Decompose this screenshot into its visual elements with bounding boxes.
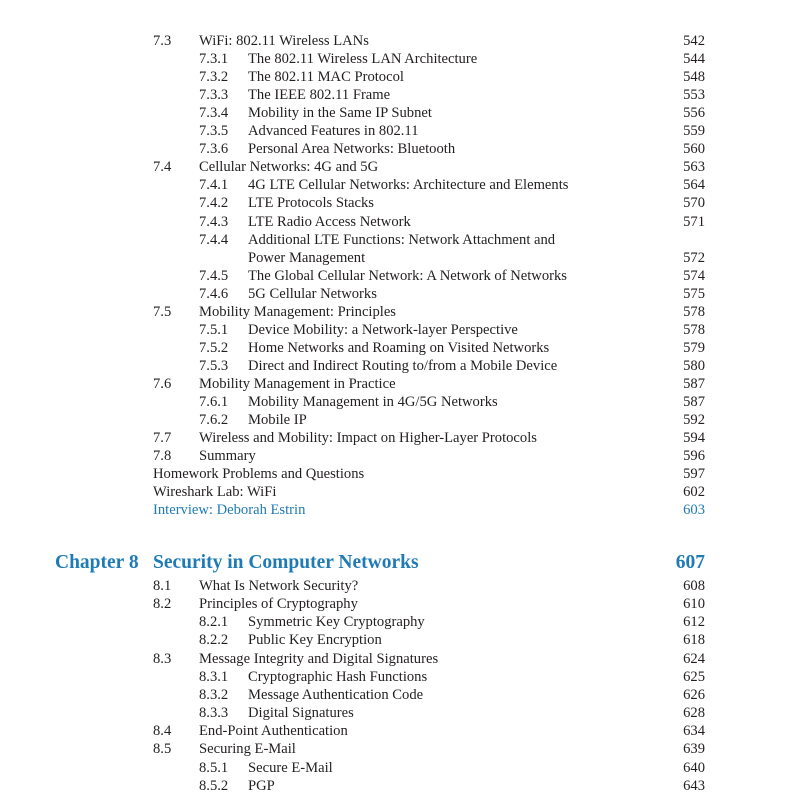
page-number: 564: [683, 177, 705, 194]
page-number: 610: [683, 596, 705, 613]
toc-entry: [0, 249, 800, 267]
toc-entry: [0, 722, 800, 740]
toc-entry: [0, 213, 800, 231]
section-title: Cellular Networks: 4G and 5G: [199, 159, 379, 176]
section-title: Securing E-Mail: [199, 741, 296, 758]
page-number: 643: [683, 777, 705, 794]
toc-entry: [0, 631, 800, 649]
page-number: 640: [683, 759, 705, 776]
section-title: Wireless and Mobility: Impact on Higher-Layer Protocols: [199, 430, 537, 447]
page-number: 575: [683, 285, 705, 302]
section-title: Mobility Management: Principles: [199, 303, 396, 320]
section-number: 8.5.2: [199, 777, 229, 794]
section-title: The IEEE 802.11 Frame: [248, 87, 391, 104]
section-number: 8.5: [153, 741, 172, 758]
toc-entry: [0, 740, 800, 758]
section-number: 8.1: [153, 578, 172, 594]
section-title: Cryptographic Hash Functions: [248, 668, 428, 685]
section-number: 7.4.6: [199, 285, 229, 302]
page-number: 570: [683, 195, 705, 212]
section-title: 5G Cellular Networks: [248, 285, 377, 302]
page-number: 587: [683, 375, 705, 392]
toc-entry: [0, 447, 800, 465]
section-number: 8.2.2: [199, 632, 229, 649]
section-title: Additional LTE Functions: Network Attachment and: [248, 231, 556, 248]
page-number: 592: [683, 412, 705, 429]
section-number: 8.4: [153, 723, 172, 740]
toc-entry: [0, 357, 800, 375]
section-number: 7.4.3: [199, 213, 229, 230]
page-number: 608: [683, 578, 705, 594]
section-number: 7.5.2: [199, 339, 229, 356]
page-number: 544: [683, 51, 705, 68]
page-number: 602: [683, 484, 705, 501]
page-number: 578: [683, 321, 705, 338]
toc-entry: [0, 375, 800, 393]
section-number: 7.5: [153, 303, 172, 320]
toc-entry: [0, 285, 800, 303]
toc-entry: [0, 339, 800, 357]
section-number: 8.2.1: [199, 614, 229, 631]
section-number: 7.3.6: [199, 141, 229, 158]
section-title: Home Networks and Roaming on Visited Networks: [248, 339, 550, 356]
toc-entry: [0, 86, 800, 104]
chapter-heading: [0, 550, 800, 576]
section-number: 8.3.2: [199, 686, 229, 703]
section-title: LTE Protocols Stacks: [248, 195, 374, 212]
toc-entry: [0, 68, 800, 86]
page-number: 597: [683, 466, 705, 483]
section-title: The 802.11 Wireless LAN Architecture: [248, 51, 478, 68]
section-title: End-Point Authentication: [199, 723, 348, 740]
section-title: Message Authentication Code: [248, 686, 424, 703]
toc-entry: [0, 704, 800, 722]
section-title: 4G LTE Cellular Networks: Architecture and Elements: [248, 177, 569, 194]
section-number: 7.4.5: [199, 267, 229, 284]
page-number: 578: [683, 303, 705, 320]
section-title: Digital Signatures: [248, 705, 354, 722]
page-number: 634: [683, 723, 705, 740]
toc-entry: [0, 650, 800, 668]
toc-entry: [0, 267, 800, 285]
section-title: Advanced Features in 802.11: [248, 123, 419, 140]
page-number: 572: [683, 249, 705, 266]
section-number: 7.7: [153, 430, 172, 447]
page-number: 579: [683, 339, 705, 356]
toc-entry: [0, 668, 800, 686]
section-number: 7.3.3: [199, 87, 229, 104]
page-number: 626: [683, 686, 705, 703]
toc-entry: [0, 777, 800, 795]
page-number: 603: [683, 502, 705, 519]
page-number: 559: [683, 123, 705, 140]
section-number: 8.3: [153, 650, 172, 667]
toc-entry: [0, 393, 800, 411]
page-number: 596: [683, 448, 705, 465]
section-number: 7.3.4: [199, 105, 229, 122]
toc-entry: [0, 194, 800, 212]
section-number: 7.4: [153, 159, 172, 176]
section-title: Mobility in the Same IP Subnet: [248, 105, 432, 122]
page-number: 571: [683, 213, 705, 230]
section-number: 8.3.3: [199, 705, 229, 722]
section-number: 8.2: [153, 596, 172, 613]
section-title: Direct and Indirect Routing to/from a Mobile Device: [248, 357, 558, 374]
toc-entry: [0, 501, 800, 519]
section-title: Message Integrity and Digital Signatures: [199, 650, 439, 667]
section-number: 7.6.2: [199, 412, 229, 429]
chapter-page-number: 607: [675, 552, 705, 573]
section-title: Mobility Management in Practice: [199, 375, 396, 392]
section-number: 7.3.2: [199, 69, 229, 86]
section-title: The 802.11 MAC Protocol: [248, 69, 404, 86]
page-number: 548: [683, 69, 705, 86]
toc-entry: [0, 613, 800, 631]
section-number: 7.3.5: [199, 123, 229, 140]
toc-entry: [0, 321, 800, 339]
section-number: 7.6: [153, 375, 172, 392]
toc-entry: [0, 465, 800, 483]
section-title: Summary: [199, 448, 256, 465]
toc-entry: [0, 104, 800, 122]
section-title: Mobility Management in 4G/5G Networks: [248, 394, 498, 410]
page-number: 553: [683, 87, 705, 104]
page-number: 563: [683, 159, 705, 176]
toc-entry: [0, 176, 800, 194]
toc-entry: [0, 686, 800, 704]
section-title: Mobile IP: [248, 412, 307, 429]
chapter-title: Security in Computer Networks: [153, 552, 419, 573]
page-number: 574: [683, 267, 705, 284]
toc-entry: [0, 122, 800, 140]
page-number: 560: [683, 141, 705, 158]
page-number: 624: [683, 650, 705, 667]
section-title: Device Mobility: a Network-layer Perspective: [248, 321, 518, 338]
section-title: Interview: Deborah Estrin: [153, 502, 306, 519]
section-title: What Is Network Security?: [199, 578, 359, 594]
page-number: 618: [683, 632, 705, 649]
page-number: 542: [683, 33, 705, 49]
section-number: 7.3: [153, 33, 172, 49]
section-title: Wireshark Lab: WiFi: [153, 484, 277, 501]
page-number: 594: [683, 430, 705, 447]
toc-entry: [0, 158, 800, 176]
toc-entry: [0, 50, 800, 68]
section-title: The Global Cellular Network: A Network of Networks: [248, 267, 567, 284]
section-number: 8.5.1: [199, 759, 229, 776]
page-number: 556: [683, 105, 705, 122]
section-number: 7.8: [153, 448, 172, 465]
toc-entry: [0, 303, 800, 321]
section-title: Power Management: [248, 249, 366, 266]
toc-entry: [0, 411, 800, 429]
section-number: 8.3.1: [199, 668, 229, 685]
section-title: LTE Radio Access Network: [248, 213, 411, 230]
section-title: Principles of Cryptography: [199, 596, 358, 613]
section-title: PGP: [248, 777, 275, 794]
section-number: 7.6.1: [199, 394, 229, 410]
section-title: Secure E-Mail: [248, 759, 333, 776]
toc-entry: [0, 483, 800, 501]
toc-entry: [0, 429, 800, 447]
toc-entry: [0, 32, 800, 50]
section-number: 7.5.1: [199, 321, 229, 338]
section-number: 7.5.3: [199, 357, 229, 374]
toc-entry: [0, 140, 800, 158]
page-number: 612: [683, 614, 705, 631]
section-number: 7.4.2: [199, 195, 229, 212]
page-number: 628: [683, 705, 705, 722]
page-number: 587: [683, 394, 705, 410]
section-title: Personal Area Networks: Bluetooth: [248, 141, 456, 158]
toc-entry: [0, 759, 800, 777]
section-title: Symmetric Key Cryptography: [248, 614, 425, 631]
section-title: Homework Problems and Questions: [153, 466, 365, 483]
toc-entry: [0, 231, 800, 249]
toc-entry: [0, 577, 800, 595]
toc-entry: [0, 595, 800, 613]
chapter-label: Chapter 8: [55, 552, 139, 573]
section-title: WiFi: 802.11 Wireless LANs: [199, 33, 369, 49]
page-number: 580: [683, 357, 705, 374]
page-number: 625: [683, 668, 705, 685]
page-number: 639: [683, 741, 705, 758]
section-number: 7.4.1: [199, 177, 229, 194]
section-number: 7.3.1: [199, 51, 229, 68]
section-number: 7.4.4: [199, 231, 229, 248]
section-title: Public Key Encryption: [248, 632, 382, 649]
